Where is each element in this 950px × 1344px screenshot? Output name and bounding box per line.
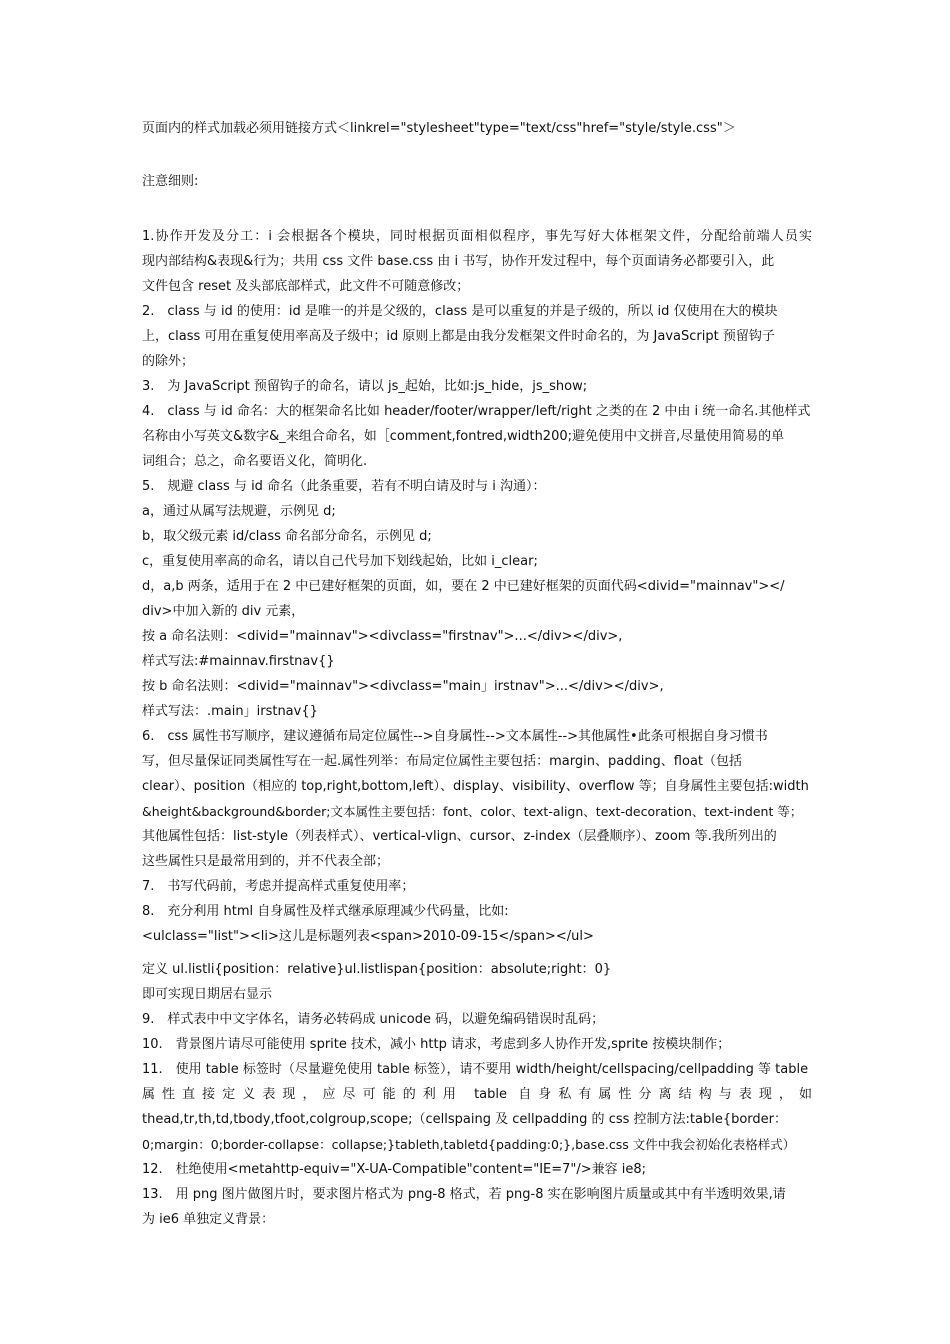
paragraph-line: 6. css 属性书写顺序，建议遵循布局定位属性-->自身属性-->文本属性-->其他属性•此条可根据自身习惯书	[142, 729, 768, 744]
paragraph-line: 1.协作开发及分工：i 会根据各个模块，同时根据页面相似程序，事先写好大体框架文件，分配给前端人员实	[142, 229, 812, 244]
paragraph-line: 0;margin：0;border-collapse：collapse;}tableth,tabletd{padding:0;},base.css 文件中我会初始化表格样式）	[142, 1137, 796, 1152]
paragraph-line: a，通过从属写法规避，示例见 d;	[142, 504, 336, 519]
paragraph-line: b，取父级元素 id/class 命名部分命名，示例见 d;	[142, 529, 432, 544]
paragraph-line: 这些属性只是最常用到的，并不代表全部；	[142, 854, 390, 869]
paragraph-line: clear）、position（相应的 top,right,bottom,left）、display、visibility、overflow 等；自身属性主要包括:width	[142, 779, 809, 794]
paragraph-line: 上，class 可用在重复使用率高及子级中；id 原则上都是由我分发框架文件时命名的，为 JavaScript 预留钩子	[142, 329, 775, 344]
paragraph-line: 词组合；总之，命名要语义化，简明化.	[142, 454, 368, 469]
paragraph-line: 现内部结构&表现&行为；共用 css 文件 base.css 由 i 书写，协作开发过程中，每个页面请务必都要引入，此	[142, 254, 775, 269]
paragraph-line: 即可实现日期居右显示	[142, 987, 273, 1002]
paragraph-line: 属性直接定义表现，应尽可能的利用 table 自身私有属性分离结构与表现，如	[142, 1087, 812, 1102]
paragraph-line: 其他属性包括：list-style（列表样式）、vertical-vlign、cursor、z-index（层叠顺序）、zoom 等.我所列出的	[142, 829, 777, 844]
paragraph-line: 11. 使用 table 标签时（尽量避免使用 table 标签），请不要用 width/height/cellspacing/cellpadding 等 table	[142, 1062, 809, 1077]
paragraph-line: 7. 书写代码前，考虑并提高样式重复使用率；	[142, 879, 415, 894]
document-body	[142, 116, 812, 1232]
paragraph-line: 样式写法:#mainnav.firstnav{}	[142, 654, 335, 669]
paragraph-line: 按 a 命名法则：<divid="mainnav"><divclass="firstnav">...</div></div>,	[142, 629, 623, 644]
paragraph-line: div>中加入新的 div 元素，	[142, 604, 305, 619]
paragraph-line: 样式写法：.main」irstnav{}	[142, 704, 318, 719]
paragraph-line: 写，但尽量保证同类属性写在一起.属性列举：布局定位属性主要包括：margin、padding、float（包括	[142, 754, 743, 769]
paragraph-line: thead,tr,th,td,tbody,tfoot,colgroup,scope;（cellspaing 及 cellpadding 的 css 控制方法:table{border：	[142, 1112, 788, 1127]
stylesheet-link-instruction: 页面内的样式加载必须用链接方式＜linkrel="stylesheet"type="text/css"href="style/style.css"＞	[142, 121, 736, 136]
code-example-line: 定义 ul.listli{position：relative}ul.listlispan{position：absolute;right：0}	[142, 962, 612, 977]
paragraph-line: 4. class 与 id 命名：大的框架命名比如 header/footer/wrapper/left/right 之类的在 2 中由 i 统一命名.其他样式	[142, 404, 811, 419]
paragraph-line: 名称由小写英文&数字&_来组合命名，如［comment,fontred,width200;避免使用中文拼音,尽量使用简易的单	[142, 429, 785, 444]
paragraph-line: 2. class 与 id 的使用：id 是唯一的并是父级的，class 是可以重复的并是子级的，所以 id 仅使用在大的模块	[142, 304, 778, 319]
paragraph-line: 9. 样式表中中文字体名，请务必转码成 unicode 码，以避免编码错误时乱码；	[142, 1012, 605, 1027]
paragraph-line: 12. 杜绝使用<metahttp-equiv="X-UA-Compatible"content="IE=7"/>兼容 ie8;	[142, 1162, 647, 1177]
paragraph-line: 10. 背景图片请尽可能使用 sprite 技术，减小 http 请求，考虑到多人协作开发,sprite 按模块制作；	[142, 1037, 731, 1052]
paragraph-line: 3. 为 JavaScript 预留钩子的命名，请以 js_起始，比如:js_hide，js_show;	[142, 379, 588, 394]
paragraph-line: 5. 规避 class 与 id 命名（此条重要，若有不明白请及时与 i 沟通）：	[142, 479, 546, 494]
paragraph-line: 8. 充分利用 html 自身属性及样式继承原理减少代码量，比如:	[142, 904, 509, 919]
paragraph-line: 为 ie6 单独定义背景：	[142, 1212, 275, 1227]
paragraph-line: 的除外；	[142, 354, 195, 369]
code-example-line: <ulclass="list"><li>这儿是标题列表<span>2010-09-15</span></ul>	[142, 929, 594, 944]
paragraph-line: 文件包含 reset 及头部底部样式，此文件不可随意修改；	[142, 279, 470, 294]
paragraph-line: d，a,b 两条，适用于在 2 中已建好框架的页面，如，要在 2 中已建好框架的页面代码<divid="mainnav"></	[142, 579, 785, 594]
paragraph-line: &height&background&border;文本属性主要包括：font、color、text-align、text-decoration、text-indent 等；	[142, 804, 803, 819]
paragraph-line: 按 b 命名法则：<divid="mainnav"><divclass="main」irstnav">...</div></div>,	[142, 679, 664, 694]
paragraph-line: c，重复使用率高的命名，请以自己代号加下划线起始，比如 i_clear;	[142, 554, 538, 569]
paragraph-line: 13. 用 png 图片做图片时，要求图片格式为 png-8 格式，若 png-8 实在影响图片质量或其中有半透明效果,请	[142, 1187, 786, 1202]
notes-title: 注意细则:	[142, 174, 199, 189]
